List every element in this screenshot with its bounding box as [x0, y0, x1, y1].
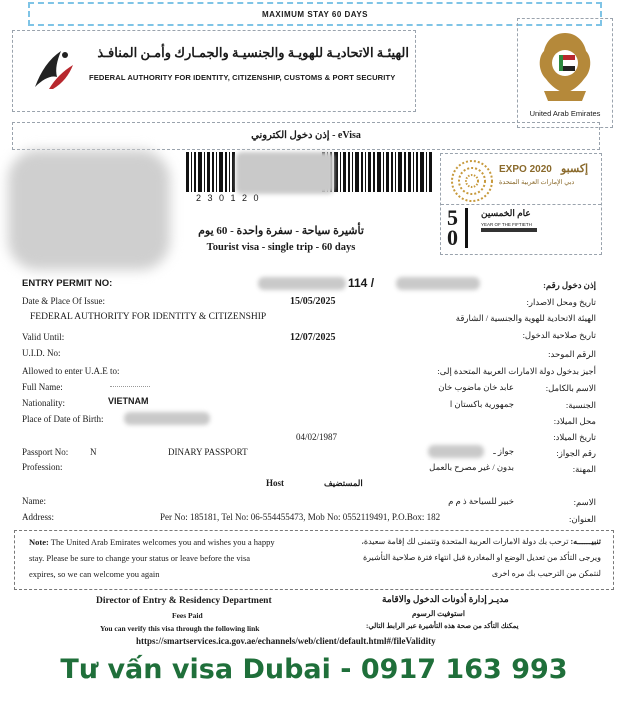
max-stay-text: MAXIMUM STAY 60 DAYS: [261, 9, 369, 19]
note-ar-text-1: ترحب بك دولة الامارات العربية المتحدة وتتمنى لك إقامة سعيدة،: [361, 537, 569, 546]
full-name-ar: عابد خان ماضوب خان: [438, 382, 514, 392]
nationality-label: Nationality:: [22, 398, 65, 408]
permit-redaction-left: [258, 277, 346, 290]
note-text-1: The United Arab Emirates welcomes you and wishes you a happy: [48, 537, 275, 547]
uae-emblem-box: [517, 18, 613, 128]
authority-header: [12, 30, 416, 112]
full-name-label-ar: الاسم بالكامل:: [545, 383, 596, 393]
max-stay-banner: [28, 2, 602, 26]
profession-label: Profession:: [22, 462, 63, 472]
passport-no: N: [90, 447, 97, 457]
host-name-label-ar: الاسم:: [573, 497, 596, 507]
verify-en: You can verify this visa through the following link: [100, 624, 260, 633]
visa-type-en: Tourist visa - single trip - 60 days: [206, 242, 356, 253]
passport-label: Passport No:: [22, 447, 69, 457]
allowed-label-ar: أجيز بدخول دولة الامارات العربية المتحدة إلى:: [437, 366, 596, 376]
note-ar-text-2: ويرجى التأكد من تعديل الوضع او المغادرة قبل انتهاء فترة صلاحية التأشيرة: [362, 553, 601, 562]
passport-redaction: [428, 445, 484, 458]
director-en: Director of Entry & Residency Department: [96, 596, 272, 606]
full-name-label: Full Name:: [22, 382, 63, 392]
expo-logo-box: [440, 153, 602, 255]
valid-until-value: 12/07/2025: [290, 332, 336, 343]
host-name-ar: خبير للسياحة ذ م م: [448, 496, 514, 506]
issue-date: 15/05/2025: [290, 296, 336, 307]
passport-type: DINARY PASSPORT: [168, 447, 248, 457]
verify-link[interactable]: https://smartservices.ica.gov.ae/echannels/web/client/default.html#/fileValidity: [136, 636, 436, 646]
note-ar-line-1: [361, 537, 601, 546]
year-fifty-stripes: [481, 228, 537, 232]
note-heading: Note:: [29, 537, 49, 547]
note-line-1: [29, 537, 275, 547]
uid-label: U.I.D. No:: [22, 348, 61, 358]
evisa-title: إذن دخول الكتروني - eVisa: [251, 130, 361, 141]
nationality-ar: جمهورية باكستان ا: [449, 399, 514, 409]
expo-divider: [441, 204, 601, 205]
birth-place-redaction: [124, 412, 210, 425]
note-ar-text-3: لنتمكن من الترحيب بك مره اخرى: [491, 569, 601, 578]
issue-place: FEDERAL AUTHORITY FOR IDENTITY & CITIZENSHIP: [30, 312, 267, 322]
issue-label: Date & Place Of Issue:: [22, 296, 105, 306]
emblem-caption: United Arab Emirates: [529, 109, 601, 118]
birth-place-label: Place of Date of Birth:: [22, 414, 104, 424]
authority-name-en: FEDERAL AUTHORITY FOR IDENTITY, CITIZENSHIP, CUSTOMS & PORT SECURITY: [89, 73, 396, 82]
address-label-ar: العنوان:: [569, 514, 596, 524]
issue-label-ar: تاريخ ومحل الاصدار:: [526, 297, 596, 307]
address-label: Address:: [22, 512, 54, 522]
host-name-label: Name:: [22, 496, 46, 506]
expo-logo-icon: [449, 158, 495, 204]
host-ar: المستضيف: [324, 478, 363, 488]
year-fifty-ar: عام الخمسين: [481, 208, 531, 218]
note-text-2: stay. Please be sure to change your status or leave before the visa: [29, 553, 251, 563]
birth-date-label-ar: تاريخ الميلاد:: [553, 432, 596, 442]
fees-paid-ar: استوفيت الرسوم: [412, 609, 465, 618]
expo-title-ar: إكسبو: [561, 163, 589, 175]
year-fifty-digits: 5 0: [447, 208, 468, 248]
expo-title-en: EXPO 2020: [499, 164, 552, 175]
year-fifty-en: YEAR OF THE FIFTIETH: [481, 222, 532, 227]
address-value: Per No: 185181, Tel No: 06-554455473, Mob No: 0552119491, P.O.Box: 182: [160, 512, 441, 522]
entry-permit-label: ENTRY PERMIT NO:: [22, 278, 113, 289]
barcode-number: 2 3 0 1 2 0: [196, 193, 261, 203]
verify-ar: يمكنك التأكد من صحة هذه التأشيرة عبر الرابط التالي:: [366, 622, 519, 630]
profession-label-ar: المهنة:: [572, 464, 596, 474]
expo-subtitle: دبي الإمارات العربية المتحدة: [499, 179, 575, 186]
fees-paid-en: Fees Paid: [172, 611, 203, 620]
note-text-3: expires, so we can welcome you again: [29, 569, 160, 579]
passport-label-ar: رقم الجواز:: [556, 448, 596, 458]
valid-until-label: Valid Until:: [22, 332, 65, 342]
footer-advert: Tư vấn visa Dubai - 0917 163 993: [60, 654, 568, 685]
profession-ar: بدون / غير مصرح بالعمل: [429, 462, 514, 472]
valid-until-label-ar: تاريخ صلاحية الدخول:: [522, 330, 596, 340]
note-ar-heading: تنبيــــــه:: [570, 537, 601, 546]
visa-type-ar: تأشيرة سياحة - سفرة واحدة - 60 يوم: [198, 225, 364, 237]
evisa-title-box: [12, 122, 600, 150]
host-en: Host: [266, 478, 284, 488]
director-ar: مديـر إدارة أذونات الدخول والاقامة: [382, 594, 509, 604]
issue-place-ar: الهيئة الاتحادية للهوية والجنسية / الشارقة: [455, 313, 596, 323]
entry-permit-value: 114 /: [348, 276, 375, 290]
nationality-label-ar: الجنسية:: [565, 400, 596, 410]
entry-permit-label-ar: إذن دخول رقم:: [543, 280, 596, 290]
barcode-redaction: [236, 152, 334, 194]
nationality-value: VIETNAM: [108, 396, 149, 406]
allowed-label: Allowed to enter U.A.E to:: [22, 366, 120, 376]
uid-label-ar: الرقم الموحد:: [548, 349, 596, 359]
authority-name-ar: الهيئـة الاتحاديـة للهويـة والجنسيـة والجمـارك وأمـن المنافـذ: [97, 45, 409, 60]
passport-no-ar: جواز ـ: [493, 446, 514, 456]
falcon-logo-icon: [27, 41, 83, 97]
birth-date-value: 04/02/1987: [296, 432, 338, 442]
birth-place-label-ar: محل الميلاد:: [553, 416, 596, 426]
uae-emblem-icon: [534, 27, 596, 103]
permit-redaction-right: [396, 277, 480, 290]
photo-redaction: [8, 150, 170, 270]
note-box: [14, 530, 614, 590]
full-name-redaction: [110, 386, 150, 387]
